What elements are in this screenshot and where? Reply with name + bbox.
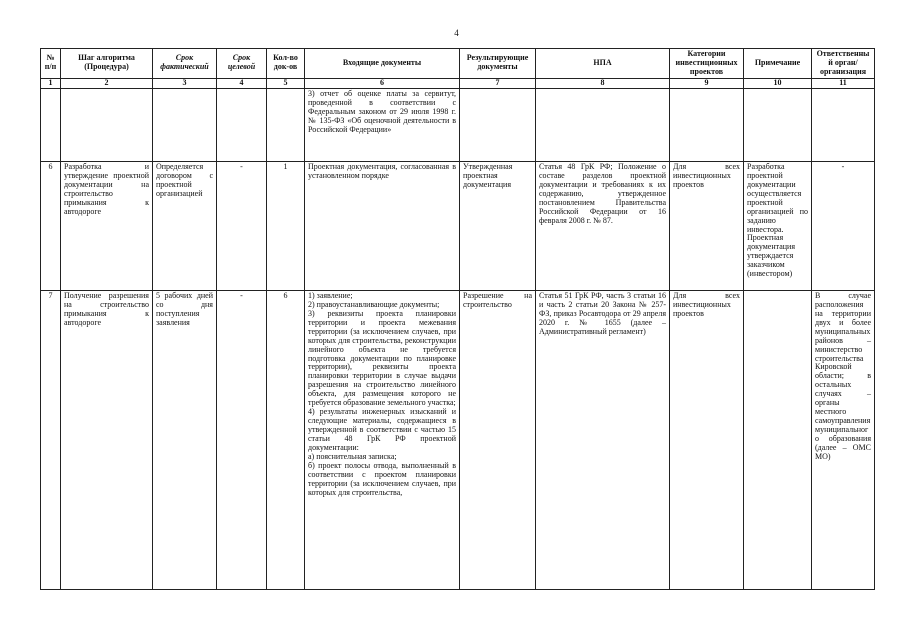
header-incoming: Входящие документы (305, 49, 460, 79)
cell-npa: Статья 48 ГрК РФ; Положение о составе разделов проектной документации и требованиях к их содержанию, утвержденное постановлением Правительства Российской Федерации от 16 февраля 2008 г. № 87. (536, 161, 670, 290)
cell-num: 7 (41, 290, 61, 589)
incoming-item: 1) заявление; (308, 290, 353, 300)
column-number: 9 (670, 78, 744, 88)
incoming-item: а) пояснительная записка; (308, 452, 397, 462)
cell-result: Разрешение на строительство (460, 290, 536, 589)
cell-term-actual (153, 88, 217, 161)
column-number: 1 (41, 78, 61, 88)
cell-result (460, 88, 536, 161)
incoming-item: 4) результаты инженерных изысканий и следующие материалы, содержащиеся в утвержденной в соответствии с частью 15 статьи 48 ГрК РФ проектной документации: (308, 407, 456, 453)
cell-result: Утвержденная проектная документация (460, 161, 536, 290)
column-number-row (41, 78, 875, 88)
cell-note: Разработка проектной документации осуществляется проектной организацией по заданию инвестора. Проектная документация утверждается заказчиком (инвестором) (744, 161, 812, 290)
cell-doc-count: 1 (267, 161, 305, 290)
cell-note (744, 88, 812, 161)
column-number: 5 (267, 78, 305, 88)
cell-step (61, 88, 153, 161)
incoming-item: б) проект полосы отвода, выполненный в соответствии с проектом планировки территории (за исключением случаев, при которых для строительства, (308, 460, 456, 497)
cell-responsible: - (812, 161, 875, 290)
cell-term-target (217, 88, 267, 161)
header-step: Шаг алгоритма (Процедура) (61, 49, 153, 79)
header-categories: Категории инвестиционных проектов (670, 49, 744, 79)
column-number: 3 (153, 78, 217, 88)
cell-num: 6 (41, 161, 61, 290)
cell-term-actual: 5 рабочих дней со дня поступления заявления (153, 290, 217, 589)
cell-step: Разработка и утверждение проектной документации на строительство примыкания к автодороге (61, 161, 153, 290)
table-row (41, 88, 875, 161)
cell-npa: Статья 51 ГрК РФ, часть 3 статьи 16 и часть 2 статьи 20 Закона № 257-ФЗ, приказ Росавтодора от 29 апреля 2020 г. № 1655 (далее – Административный регламент) (536, 290, 670, 589)
cell-categories: Для всех инвестиционных проектов (670, 290, 744, 589)
header-responsible: Ответственный орган/организация (812, 49, 875, 79)
column-number: 10 (744, 78, 812, 88)
cell-term-target: - (217, 290, 267, 589)
column-number: 2 (61, 78, 153, 88)
cell-responsible: В случае расположения на территории двух и более муниципальных районов – министерство строительства Кировской области; в остальных случаях – органы местного самоуправления муниципального образования (далее – ОМС МО) (812, 290, 875, 589)
column-number: 4 (217, 78, 267, 88)
incoming-item: 2) правоустанавливающие документы; (308, 299, 440, 309)
cell-responsible (812, 88, 875, 161)
header-result: Результирующие документы (460, 49, 536, 79)
cell-step: Получение разрешения на строительство примыкания к автодороге (61, 290, 153, 589)
cell-npa (536, 88, 670, 161)
cell-note (744, 290, 812, 589)
cell-num (41, 88, 61, 161)
cell-doc-count (267, 88, 305, 161)
header-row (41, 49, 875, 79)
procedure-table (40, 48, 875, 590)
header-note: Примечание (744, 49, 812, 79)
column-number: 8 (536, 78, 670, 88)
table-row (41, 161, 875, 290)
column-number: 11 (812, 78, 875, 88)
column-number: 6 (305, 78, 460, 88)
header-num: № п/п (41, 49, 61, 79)
cell-term-actual: Определяется договором с проектной организацией (153, 161, 217, 290)
table-row (41, 290, 875, 589)
column-number: 7 (460, 78, 536, 88)
cell-term-target: - (217, 161, 267, 290)
header-term-actual: Срок фактический (153, 49, 217, 79)
page-number: 4 (454, 28, 459, 38)
cell-categories (670, 88, 744, 161)
cell-incoming: 3) отчет об оценке платы за сервитут, проведенной в соответствии с Федеральным законом от 29 июля 1998 г. № 135-ФЗ «Об оценочной деятельности в Российской Федерации» (305, 88, 460, 161)
incoming-item: 3) реквизиты проекта планировки территории и проекта межевания территории (за исключением случаев, при которых для строительства, реконструкции линейного объекта не требуется подготовка документации по планировке территории), реквизиты проекта планировки территории в случае выдачи разрешения на строительство линейного объекта, для размещения которого не требуется образование земельного участка; (308, 308, 456, 408)
header-doc-count: Кол-во док-ов (267, 49, 305, 79)
cell-incoming: Проектная документация, согласованная в установленном порядке (305, 161, 460, 290)
cell-categories: Для всех инвестиционных проектов (670, 161, 744, 290)
cell-doc-count: 6 (267, 290, 305, 589)
header-npa: НПА (536, 49, 670, 79)
cell-incoming (305, 290, 460, 589)
header-term-target: Срок целевой (217, 49, 267, 79)
